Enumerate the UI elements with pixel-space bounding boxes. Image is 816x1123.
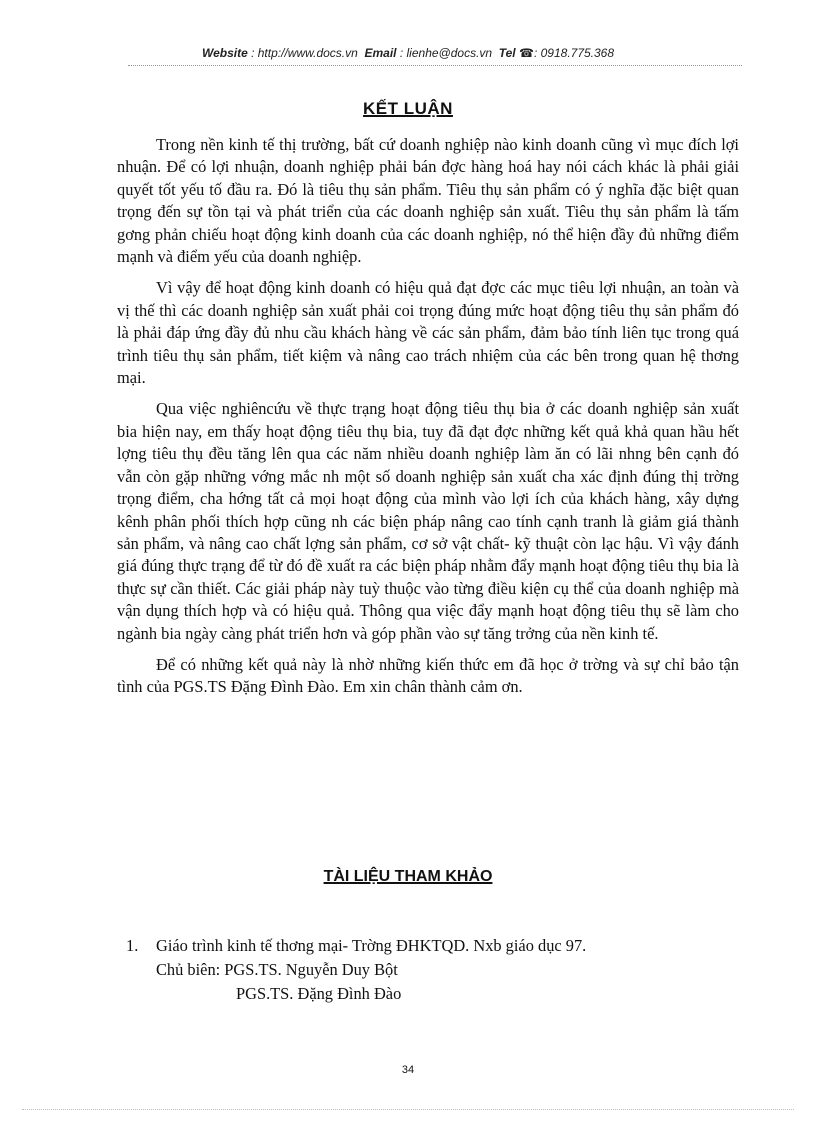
phone-icon: ☎ [519, 46, 534, 60]
conclusion-paragraph-1: Trong nền kinh tế thị trường, bất cứ doanh nghiệp nào kinh doanh cũng vì mục đích lợi nhuận. Để có lợi nhuận, doanh nghiệp phải bán đợc hàng hoá hay nói cách khác là phải giải quyết tốt yếu tố đầu ra. Đó là tiêu thụ sản phẩm. Tiêu thụ sản phẩm có ý nghĩa đặc biệt quan trọng đến sự tồn tại và phát triển của các doanh nghiệp sản xuất. Tiêu thụ sản phẩm là tấm gơng phản chiếu hoạt động kinh doanh của các doanh nghiệp, nó thể hiện đầy đủ những điểm mạnh và điểm yếu của doanh nghiệp. [117, 135, 739, 267]
reference-editor-line: Chủ biên: PGS.TS. Nguyễn Duy Bột [156, 960, 398, 979]
email-label: Email [364, 46, 397, 60]
email-value: : lienhe@docs.vn [399, 46, 493, 60]
page-header [0, 46, 816, 60]
page-number: 34 [401, 1064, 415, 1076]
references-list [117, 934, 747, 1006]
footer-divider [22, 1109, 794, 1110]
website-label: Website [201, 46, 248, 60]
conclusion-body [117, 134, 739, 708]
conclusion-paragraph-4: Để có những kết quả này là nhờ những kiến thức em đã học ở trờng và sự chỉ bảo tận tình của PGS.TS Đặng Đình Đào. Em xin chân thành cảm ơn. [117, 654, 739, 697]
reference-number: 1. [126, 936, 139, 955]
tel-label: Tel [498, 46, 516, 60]
header-divider [128, 65, 742, 66]
references-title: TÀI LIỆU THAM KHẢO [323, 868, 493, 885]
reference-coeditor-line: PGS.TS. Đặng Đình Đào [236, 984, 402, 1003]
conclusion-paragraph-2: Vì vậy để hoạt động kinh doanh có hiệu quả đạt đợc các mục tiêu lợi nhuận, an toàn và vị thế thì các doanh nghiệp sản xuất phải coi trọng đúng mức hoạt động tiêu thụ sản phẩm đó là phải đáp ứng đầy đủ nhu cầu khách hàng về các sản phẩm, đảm bảo tính liên tục trong quá trình tiêu thụ sản phẩm, tiết kiệm và nâng cao trách nhiệm của các bên trong quan hệ thơng mại. [117, 278, 739, 388]
conclusion-paragraph-3: Qua việc nghiêncứu về thực trạng hoạt động tiêu thụ bia ở các doanh nghiệp sản xuất bia hiện nay, em thấy hoạt động tiêu thụ bia, tuy đã đạt đợc những kết quả khả quan hầu hết lợng tiêu thụ đều tăng lên qua các năm nhiều doanh nghiệp làm ăn có lãi nhng bên cạnh đó vẫn còn gặp những vớng mắc nh một số doanh nghiệp sản xuất cha xác định đúng thị trờng trọng điểm, cha hớng tất cả mọi hoạt động của mình vào lợi ích của khách hàng, xây dựng kênh phân phối thích hợp cũng nh các biện pháp nâng cao tính cạnh tranh là giảm giá thành sản phẩm, và nâng cao chất lợng sản phẩm, cơ sở vật chất- kỹ thuật còn lạc hậu. Vì vậy đánh giá đúng thực trạng để từ đó đề xuất ra các biện pháp nhằm đẩy mạnh hoạt động tiêu thụ bia là thực sự cần thiết. Các giải pháp này tuỳ thuộc vào từng điều kiện cụ thể của doanh nghiệp mà vận dụng thích hợp và có hiệu quả. Thông qua việc đẩy mạnh hoạt động tiêu thụ sẽ làm cho ngành bia ngày càng phát triển hơn và góp phần vào sự tăng trởng của nền kinh tế. [117, 399, 739, 643]
tel-value: : 0918.775.368 [533, 46, 615, 60]
conclusion-title: KẾT LUẬN [363, 99, 453, 118]
website-value: : http://www.docs.vn [251, 46, 358, 60]
reference-item [117, 934, 747, 1006]
reference-title-line: Giáo trình kinh tế thơng mại- Trờng ĐHKTQD. Nxb giáo dục 97. [156, 936, 587, 955]
